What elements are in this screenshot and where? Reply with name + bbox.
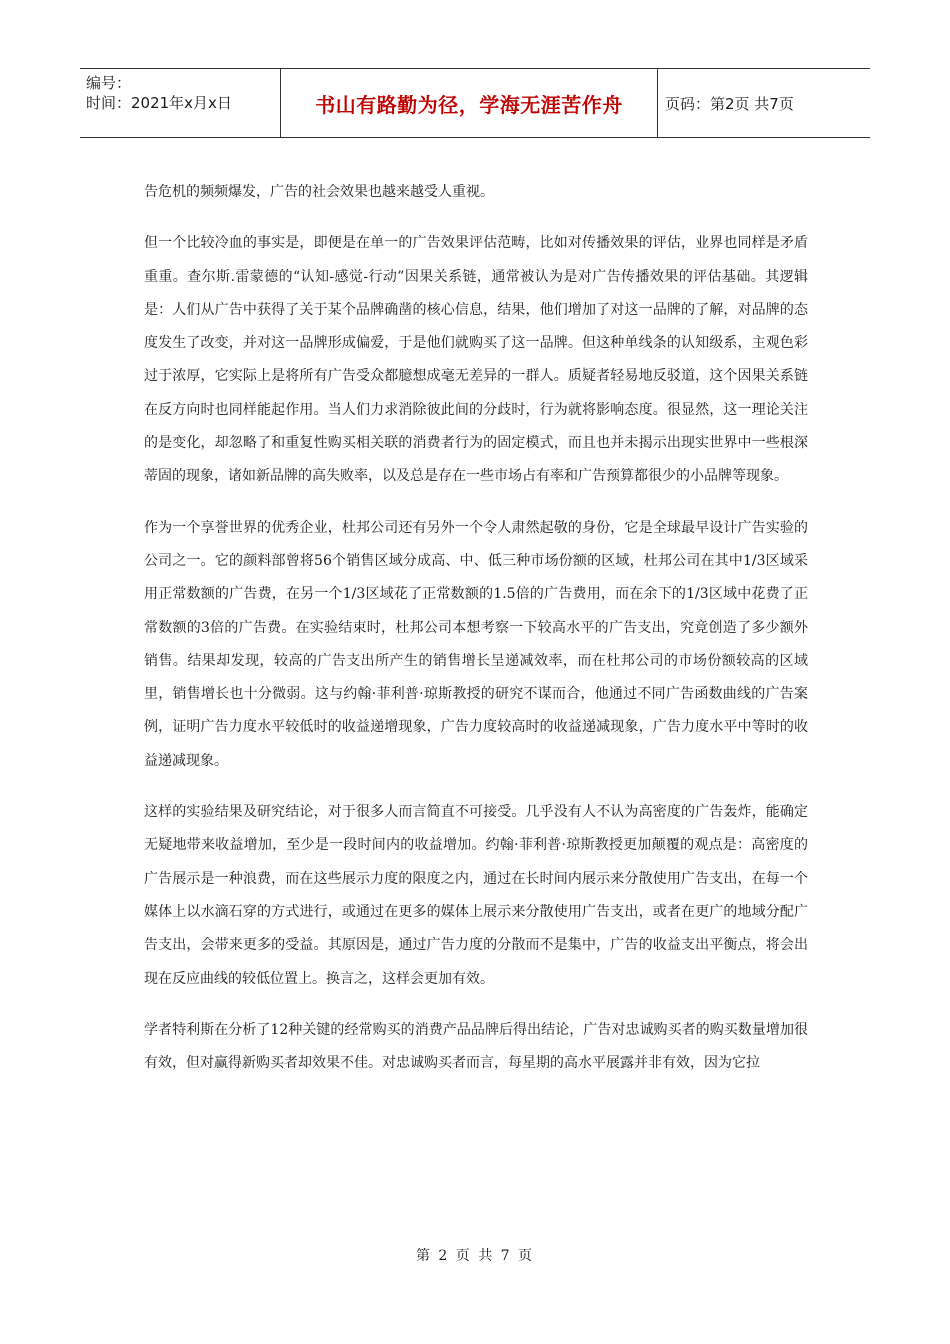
header-page-info: 页码：第2页 共7页 [665, 94, 794, 113]
header-meta [86, 73, 276, 113]
page-footer: 第 2 页 共 7 页 [415, 1248, 535, 1264]
paragraph: 学者特利斯在分析了12种关键的经常购买的消费产品品牌后得出结论，广告对忠诚购买者的购买数量增加很有效，但对赢得新购买者却效果不佳。对忠诚购买者而言，每星期的高水平展露并非有效，因为它拉 [144, 1021, 808, 1072]
header-motto: 书山有路勤为径，学海无涯苦作舟 [315, 92, 623, 117]
document-body [144, 176, 808, 1098]
header-divider [657, 69, 658, 137]
paragraph: 告危机的频频爆发，广告的社会效果也越来越受人重视。 [144, 184, 494, 200]
paragraph: 作为一个享誉世界的优秀企业，杜邦公司还有另外一个令人肃然起敬的身份，它是全球最早设计广告实验的公司之一。它的颜料部曾将56个销售区域分成高、中、低三种市场份额的区域，杜邦公司在其中1/3区域采用正常数额的广告费，在另一个1/3区域花了正常数额的1.5倍的广告费用，而在余下的1/3区域中花费了正常数额的3倍的广告费。在实验结束时，杜邦公司本想考察一下较高水平的广告支出，究竟创造了多少额外销售。结果却发现，较高的广告支出所产生的销售增长呈递减效率，而在杜邦公司的市场份额较高的区域里，销售增长也十分微弱。这与约翰·菲利普·琼斯教授的研究不谋而合，他通过不同广告函数曲线的广告案例，证明广告力度水平较低时的收益递增现象，广告力度较高时的收益递减现象，广告力度水平中等时的收益递减现象。 [144, 519, 808, 769]
paragraph: 这样的实验结果及研究结论，对于很多人而言简直不可接受。几乎没有人不认为高密度的广告轰炸，能确定无疑地带来收益增加，至少是一段时间内的收益增加。约翰·菲利普·琼斯教授更加颠覆的观点是：高密度的广告展示是一种浪费，而在这些展示力度的限度之内，通过在长时间内展示来分散使用广告支出，在每一个媒体上以水滴石穿的方式进行，或通过在更多的媒体上展示来分散使用广告支出，或者在更广的地域分配广告支出，会带来更多的受益。其原因是，通过广告力度的分散而不是集中，广告的收益支出平衡点，将会出现在反应曲线的较低位置上。换言之，这样会更加有效。 [144, 804, 808, 987]
page-header [80, 68, 870, 138]
document-time-label: 时间：2021年x月x日 [86, 94, 232, 112]
document-number-label: 编号： [86, 74, 132, 92]
paragraph: 但一个比较冷血的事实是，即便是在单一的广告效果评估范畴，比如对传播效果的评估，业界也同样是矛盾重重。查尔斯.雷蒙德的“认知-感觉-行动”因果关系链，通常被认为是对广告传播效果的评估基础。其逻辑是：人们从广告中获得了关于某个品牌确凿的核心信息，结果，他们增加了对这一品牌的了解，对品牌的态度发生了改变，并对这一品牌形成偏爱，于是他们就购买了这一品牌。但这种单线条的认知级系，主观色彩过于浓厚，它实际上是将所有广告受众都臆想成毫无差异的一群人。质疑者轻易地反驳道，这个因果关系链在反方向时也同样能起作用。当人们力求消除彼此间的分歧时，行为就将影响态度。很显然，这一理论关注的是变化，却忽略了和重复性购买相关联的消费者行为的固定模式，而且也并未揭示出现实世界中一些根深蒂固的现象，诸如新品牌的高失败率，以及总是存在一些市场占有率和广告预算都很少的小品牌等现象。 [144, 235, 808, 485]
